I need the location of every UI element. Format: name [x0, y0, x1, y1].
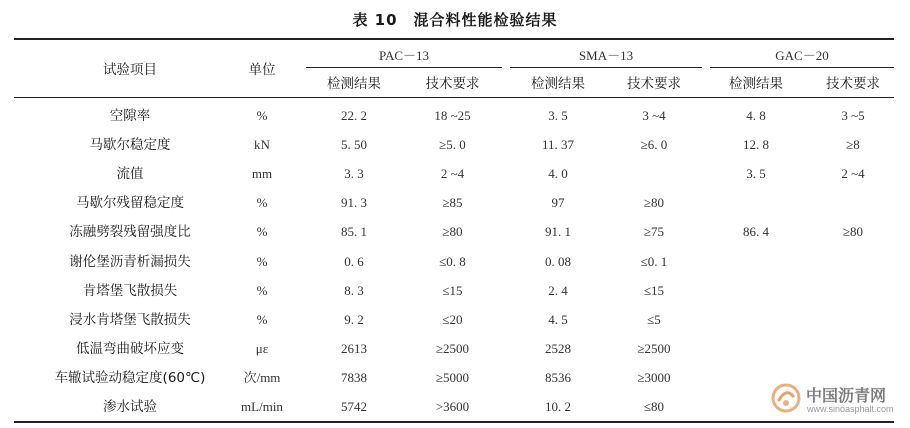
cell-unit: mL/min [241, 399, 283, 414]
cell-sma-req: 3 ~4 [642, 108, 666, 123]
group-rule-sma [510, 67, 702, 68]
cell-item: 马歇尔残留稳定度 [76, 195, 184, 211]
sub-sma-req: 技术要求 [627, 76, 681, 92]
cell-sma-req: ≥2500 [637, 341, 671, 356]
cell-item: 渗水试验 [103, 399, 157, 415]
cell-unit: % [256, 224, 268, 239]
cell-sma-req: ≥3000 [637, 370, 671, 385]
cell-unit: % [256, 283, 268, 298]
cell-gac-req: ≥80 [842, 224, 864, 239]
cell-unit: mm [251, 166, 273, 181]
cell-sma-req: ≥75 [643, 224, 665, 239]
top-rule [14, 38, 894, 40]
header-item: 试验项目 [103, 62, 157, 78]
sub-gac-req: 技术要求 [826, 76, 880, 92]
cell-unit: % [256, 108, 268, 123]
cell-sma-result: 4. 5 [548, 312, 568, 327]
cell-pac-result: 8. 3 [344, 283, 364, 298]
cell-pac-req: ≤20 [442, 312, 463, 327]
cell-unit: kN [254, 137, 270, 152]
cell-item: 空隙率 [109, 108, 151, 124]
cell-item: 肯塔堡飞散损失 [82, 283, 178, 299]
group-rule-gac [710, 67, 894, 68]
cell-item: 浸水肯塔堡飞散损失 [69, 312, 191, 328]
cell-pac-req: ≥80 [442, 224, 463, 239]
cell-pac-req: >3600 [435, 399, 470, 414]
cell-sma-result: 2. 4 [548, 283, 568, 298]
cell-pac-result: 22. 2 [341, 108, 367, 123]
cell-sma-result: 4. 0 [548, 166, 568, 181]
sub-pac-req: 技术要求 [425, 76, 480, 92]
cell-unit: % [256, 254, 268, 269]
cell-gac-result: 12. 8 [743, 137, 769, 152]
cell-pac-result: 5. 50 [341, 137, 367, 152]
cell-unit: % [256, 312, 268, 327]
sinoasphalt-logo-icon [770, 382, 802, 414]
cell-sma-result: 0. 08 [545, 254, 571, 269]
cell-sma-result: 97 [551, 195, 565, 210]
cell-sma-req: ≥6. 0 [640, 137, 668, 152]
cell-item: 谢伦堡沥青析漏损失 [69, 254, 191, 270]
group-pac: PAC－13 [378, 48, 430, 63]
group-rule-pac [306, 67, 502, 68]
cell-sma-result: 3. 5 [548, 108, 568, 123]
cell-sma-req: ≥80 [643, 195, 665, 210]
cell-item: 冻融劈裂残留强度比 [69, 224, 191, 240]
sub-gac-result: 检测结果 [729, 76, 783, 92]
cell-item: 流值 [116, 166, 144, 182]
cell-unit: 次/mm [243, 370, 281, 385]
cell-pac-result: 7838 [341, 370, 367, 385]
cell-gac-result: 86. 4 [743, 224, 769, 239]
cell-sma-req: ≤15 [643, 283, 665, 298]
table-title: 表 10 混合料性能检验结果 [352, 11, 558, 29]
cell-gac-req: 2 ~4 [841, 166, 865, 181]
watermark-name: 中国沥青网 [806, 386, 887, 405]
cell-sma-req: ≤80 [643, 399, 665, 414]
cell-sma-result: 8536 [545, 370, 571, 385]
sub-sma-result: 检测结果 [531, 76, 585, 92]
cell-gac-req: ≥8 [846, 137, 860, 152]
cell-pac-req: ≤0. 8 [439, 254, 466, 269]
cell-unit: με [255, 341, 269, 356]
header-unit: 单位 [248, 62, 276, 78]
bottom-rule [14, 421, 894, 423]
cell-item: 车辙试验动稳定度(60℃) [54, 370, 206, 386]
cell-pac-result: 9. 2 [344, 312, 364, 327]
cell-sma-result: 2528 [545, 341, 571, 356]
cell-sma-result: 10. 2 [545, 399, 571, 414]
cell-pac-result: 91. 3 [341, 195, 367, 210]
cell-pac-req: 18 ~25 [434, 108, 471, 123]
cell-pac-result: 5742 [341, 399, 367, 414]
cell-pac-req: ≥5. 0 [439, 137, 466, 152]
group-gac: GAC－20 [775, 48, 829, 63]
cell-item: 低温弯曲破坏应变 [76, 341, 184, 357]
cell-item: 马歇尔稳定度 [89, 137, 171, 153]
cell-gac-req: 3 ~5 [841, 108, 865, 123]
cell-pac-result: 0. 6 [344, 254, 364, 269]
group-sma: SMA－13 [578, 48, 634, 63]
cell-pac-req: ≥2500 [435, 341, 470, 356]
cell-sma-result: 91. 1 [545, 224, 571, 239]
watermark [770, 380, 905, 422]
cell-pac-result: 3. 3 [344, 166, 364, 181]
header-rule [14, 97, 894, 98]
cell-pac-req: ≥5000 [435, 370, 470, 385]
cell-unit: % [256, 195, 268, 210]
cell-pac-result: 85. 1 [341, 224, 367, 239]
cell-pac-req: ≥85 [442, 195, 463, 210]
cell-pac-result: 2613 [341, 341, 367, 356]
cell-sma-result: 11. 37 [541, 137, 575, 152]
cell-pac-req: 2 ~4 [440, 166, 465, 181]
cell-gac-result: 3. 5 [746, 166, 766, 181]
cell-sma-req: ≤0. 1 [640, 254, 668, 269]
watermark-url: www.sinoasphalt.com [807, 404, 894, 414]
cell-gac-result: 4. 8 [746, 108, 766, 123]
cell-sma-req: ≤5 [647, 312, 661, 327]
cell-pac-req: ≤15 [442, 283, 463, 298]
sub-pac-result: 检测结果 [327, 76, 381, 92]
